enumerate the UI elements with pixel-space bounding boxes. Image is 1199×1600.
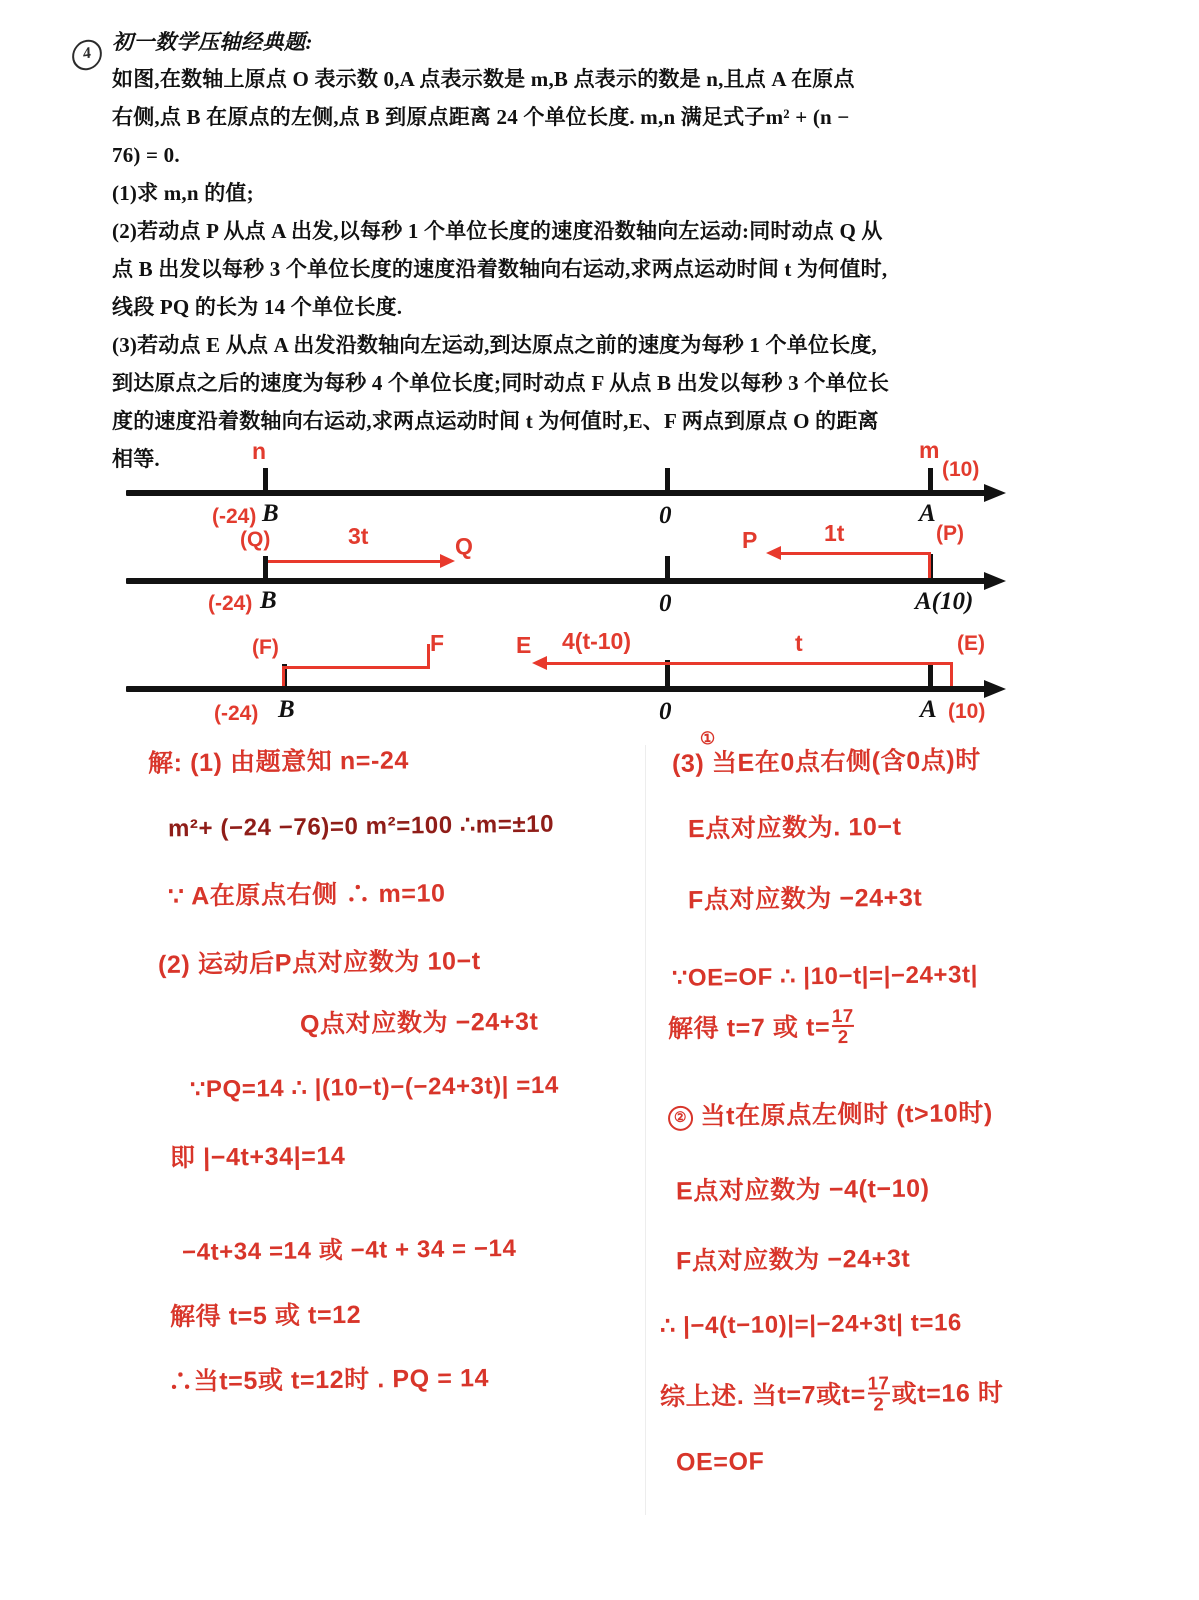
fraction-denominator: 2	[868, 1393, 890, 1415]
label-B: B	[262, 500, 279, 527]
label-m: m	[919, 437, 940, 463]
solution-line: (2) 运动后P点对应数为 10−t	[157, 947, 481, 979]
problem-line: 相等.	[112, 447, 160, 471]
solution-line: ∴ |−4(t−10)|=|−24+3t| t=16	[659, 1309, 963, 1340]
label-E-end: E	[516, 632, 532, 658]
label-Q-end: Q	[455, 533, 473, 559]
label-B-value: (-24)	[212, 505, 257, 528]
axis-line	[126, 578, 986, 584]
problem-body	[112, 60, 1122, 478]
e-motion-arrow-shaft-left	[545, 662, 667, 665]
solution-line: ∵OE=OF ∴ |10−t|=|−24+3t|	[671, 961, 979, 992]
axis-arrow-head	[984, 680, 1006, 698]
solution-line: 解: (1) 由题意知 n=-24	[147, 746, 410, 778]
circled-marker-1: ①	[699, 728, 716, 749]
e-start-tick	[950, 662, 953, 686]
axis-line	[126, 490, 986, 496]
solution-line: F点对应数为 −24+3t	[675, 1244, 911, 1276]
label-B-value: (-24)	[214, 702, 259, 725]
label-B: B	[278, 696, 295, 723]
solution-line: 解得 t=5 或 t=12	[169, 1300, 362, 1332]
problem-line: (2)若动点 P 从点 A 出发,以每秒 1 个单位长度的速度沿数轴向左运动:同时动点 Q 从	[112, 219, 883, 243]
fraction-numerator: 17	[831, 1004, 854, 1027]
question-number-badge: 4	[72, 38, 103, 72]
fraction-numerator: 17	[867, 1372, 890, 1394]
problem-line: 到达原点之后的速度为每秒 4 个单位长度;同时动点 F 从点 B 出发以每秒 3 个单位长	[112, 371, 890, 395]
label-E-start: (E)	[957, 632, 985, 655]
label-move-P: 1t	[824, 520, 845, 546]
solution-line: Q点对应数为 −24+3t	[299, 1007, 539, 1039]
solution-line	[672, 740, 981, 780]
label-origin: 0	[659, 698, 672, 725]
label-n: n	[252, 438, 267, 464]
solution-line-text: m²+ (−24 −76)=0 m²=100 ∴m=±10	[167, 810, 555, 843]
label-P-end: P	[742, 527, 758, 553]
label-A: A	[920, 696, 937, 723]
problem-line: 度的速度沿着数轴向右运动,求两点运动时间 t 为何值时,E、F 两点到原点 O 的距离	[112, 409, 879, 433]
f-motion-tick	[282, 666, 285, 686]
label-m-value: (10)	[942, 458, 980, 481]
solution-line-text: 解得 t=7 或 t=	[667, 1013, 831, 1044]
conclusion-tail: 或t=16 时	[891, 1378, 1004, 1409]
label-P-start: (P)	[936, 522, 964, 545]
f-motion-arrow-shaft	[282, 666, 430, 669]
solution-line	[168, 810, 554, 844]
problem-line: (3)若动点 E 从点 A 出发沿数轴向左运动,到达原点之前的速度为每秒 1 个单位长度,	[112, 333, 877, 357]
tick-A	[928, 468, 933, 490]
solution-line	[667, 1004, 856, 1051]
axis-line	[126, 686, 986, 692]
solution-line-text: 当t在原点左侧时 (t>10时)	[700, 1099, 993, 1131]
p-motion-arrow-head	[766, 546, 781, 560]
problem-line: 右侧,点 B 在原点的左侧,点 B 到原点距离 24 个单位长度. m,n 满足式子m² + (n −	[112, 105, 850, 129]
fraction-17-over-2	[868, 1373, 890, 1414]
q-motion-arrow-head	[440, 554, 455, 568]
problem-line: 点 B 出发以每秒 3 个单位长度的速度沿着数轴向右运动,求两点运动时间 t 为何值时,	[112, 257, 888, 281]
label-A: A	[919, 500, 936, 527]
axis-arrow-head	[984, 572, 1006, 590]
label-move-E-left: 4(t-10)	[562, 628, 632, 654]
problem-line: 线段 PQ 的长为 14 个单位长度.	[112, 295, 403, 319]
label-A: A(10)	[915, 588, 974, 615]
tick-B	[263, 468, 268, 490]
label-A-value: (10)	[948, 700, 986, 723]
solution-line: ∵PQ=14 ∴ |(10−t)−(−24+3t)| =14	[189, 1071, 559, 1104]
axis-arrow-head	[984, 484, 1006, 502]
label-B-value: (-24)	[208, 592, 253, 615]
solution-line-text: (3) 当E在0点右侧(含0点)时	[671, 746, 982, 778]
label-F-end: F	[430, 630, 445, 656]
solution-line	[660, 1373, 1004, 1419]
p-motion-tick	[928, 552, 931, 578]
solution-line: ∴当t=5或 t=12时 . PQ = 14	[167, 1364, 490, 1396]
solution-line: F点对应数为 −24+3t	[687, 883, 923, 915]
problem-statement	[72, 26, 1122, 478]
circled-marker-2: ②	[668, 1106, 693, 1131]
label-B: B	[260, 587, 277, 614]
tick-A	[928, 664, 933, 686]
e-motion-arrow-head	[532, 656, 547, 670]
solution-line: E点对应数为 −4(t−10)	[675, 1174, 930, 1206]
solution-line-text: 综上述. 当t=7或t=	[659, 1380, 867, 1412]
q-motion-arrow-shaft	[268, 560, 443, 563]
solution-line: OE=OF	[675, 1447, 765, 1477]
label-F-start: (F)	[252, 636, 279, 659]
tick-origin	[665, 468, 670, 490]
label-origin: 0	[659, 502, 672, 529]
solution-line: −4t+34 =14 或 −4t + 34 = −14	[181, 1234, 517, 1267]
problem-title: 初一数学压轴经典题:	[112, 30, 313, 54]
problem-line: 76) = 0.	[112, 143, 180, 167]
column-divider	[645, 745, 646, 1515]
label-origin: 0	[659, 590, 672, 617]
label-move-Q: 3t	[348, 523, 369, 549]
label-Q-start: (Q)	[240, 528, 271, 551]
label-move-E-right: t	[795, 630, 803, 656]
tick-origin	[665, 556, 670, 578]
p-motion-arrow-shaft	[778, 552, 930, 555]
fraction-17-over-2	[832, 1006, 854, 1047]
problem-line: (1)求 m,n 的值;	[112, 181, 254, 205]
fraction-denominator: 2	[832, 1025, 854, 1047]
solution-line: ∵ A在原点右侧 ∴ m=10	[167, 879, 446, 911]
solution-line	[668, 1093, 993, 1133]
e-motion-arrow-shaft-right	[667, 662, 952, 665]
problem-line: 如图,在数轴上原点 O 表示数 0,A 点表示数是 m,B 点表示的数是 n,且点 A 在原点	[112, 67, 855, 91]
solution-line: E点对应数为. 10−t	[687, 812, 902, 844]
solution-line: 即 |−4t+34|=14	[169, 1141, 346, 1173]
